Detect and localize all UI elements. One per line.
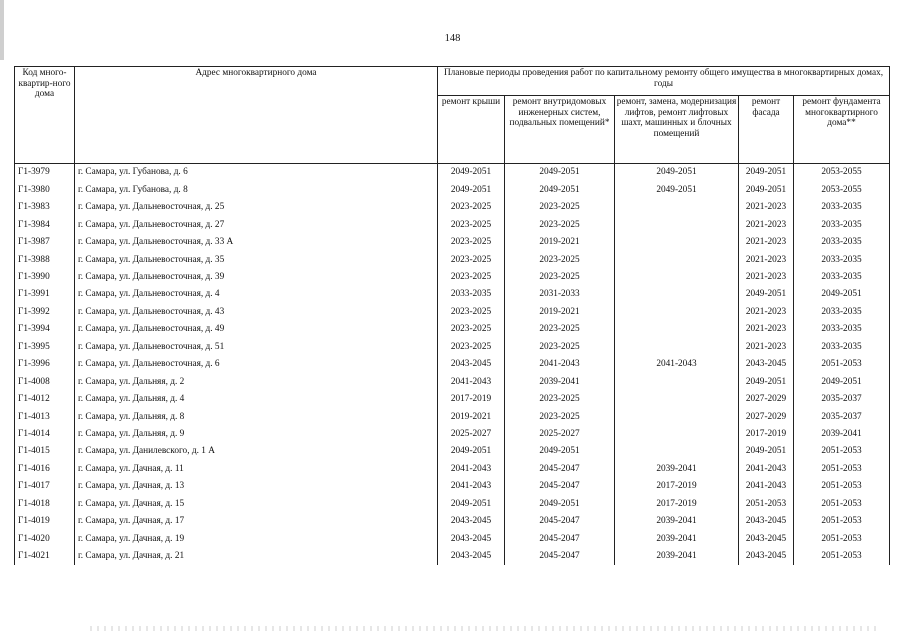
cell-facade: 2027-2029: [739, 408, 794, 425]
cell-code: Г1-3983: [15, 199, 75, 216]
header-code: Код много-квартир-ного дома: [15, 67, 75, 164]
table-row: [15, 443, 890, 460]
cell-code: Г1-3984: [15, 216, 75, 233]
table-row: [15, 548, 890, 565]
cell-lifts: [615, 269, 739, 286]
cell-facade: 2021-2023: [739, 269, 794, 286]
cell-lifts: 2049-2051: [615, 164, 739, 182]
cell-foundation: 2051-2053: [794, 530, 890, 547]
cell-facade: 2021-2023: [739, 234, 794, 251]
cell-foundation: 2033-2035: [794, 216, 890, 233]
cell-address: г. Самара, ул. Дальневосточная, д. 25: [75, 199, 438, 216]
table-row: [15, 478, 890, 495]
cell-roof: 2023-2025: [438, 216, 505, 233]
table-row: [15, 234, 890, 251]
cell-foundation: 2051-2053: [794, 460, 890, 477]
cell-code: Г1-4017: [15, 478, 75, 495]
cell-lifts: [615, 426, 739, 443]
cell-roof: 2049-2051: [438, 443, 505, 460]
cell-facade: 2021-2023: [739, 251, 794, 268]
cell-lifts: 2049-2051: [615, 181, 739, 198]
table-row: [15, 426, 890, 443]
cell-address: г. Самара, ул. Дальняя, д. 2: [75, 373, 438, 390]
cell-facade: 2041-2043: [739, 478, 794, 495]
header-systems: ремонт внутридомовых инженерных систем, подвальных помещений*: [505, 96, 615, 164]
cell-address: г. Самара, ул. Губанова, д. 8: [75, 181, 438, 198]
page-number: 148: [444, 33, 461, 44]
cell-code: Г1-4015: [15, 443, 75, 460]
cell-lifts: [615, 391, 739, 408]
cell-facade: 2021-2023: [739, 216, 794, 233]
capital-repair-schedule-table: [14, 66, 890, 565]
cell-address: г. Самара, ул. Дальневосточная, д. 33 А: [75, 234, 438, 251]
cell-systems: 2023-2025: [505, 216, 615, 233]
header-foundation: ремонт фундамента многоквартирного дома**: [794, 96, 890, 164]
table-row: [15, 164, 890, 182]
cell-lifts: [615, 443, 739, 460]
cell-facade: 2043-2045: [739, 548, 794, 565]
cell-code: Г1-4020: [15, 530, 75, 547]
header-roof: ремонт крыши: [438, 96, 505, 164]
cell-systems: 2041-2043: [505, 356, 615, 373]
cell-address: г. Самара, ул. Дачная, д. 21: [75, 548, 438, 565]
table-row: [15, 391, 890, 408]
cell-address: г. Самара, ул. Дачная, д. 17: [75, 513, 438, 530]
cell-facade: 2021-2023: [739, 304, 794, 321]
cell-lifts: [615, 321, 739, 338]
cell-systems: 2045-2047: [505, 530, 615, 547]
cell-foundation: 2051-2053: [794, 548, 890, 565]
cell-code: Г1-3992: [15, 304, 75, 321]
cell-foundation: 2035-2037: [794, 408, 890, 425]
cell-systems: 2023-2025: [505, 408, 615, 425]
cell-roof: 2041-2043: [438, 373, 505, 390]
cell-lifts: [615, 286, 739, 303]
cell-systems: 2019-2021: [505, 304, 615, 321]
cell-lifts: 2017-2019: [615, 478, 739, 495]
cell-systems: 2023-2025: [505, 251, 615, 268]
cell-facade: 2043-2045: [739, 356, 794, 373]
table-row: [15, 251, 890, 268]
cell-roof: 2043-2045: [438, 513, 505, 530]
cell-systems: 2023-2025: [505, 391, 615, 408]
scan-edge-mark: [0, 0, 4, 60]
header-lifts: ремонт, замена, модернизация лифтов, ремонт лифтовых шахт, машинных и блочных помещений: [615, 96, 739, 164]
cell-code: Г1-3995: [15, 338, 75, 355]
table-row: [15, 286, 890, 303]
cell-roof: 2043-2045: [438, 530, 505, 547]
cell-code: Г1-3990: [15, 269, 75, 286]
cell-facade: 2049-2051: [739, 164, 794, 182]
cell-lifts: [615, 373, 739, 390]
cell-foundation: 2051-2053: [794, 356, 890, 373]
cell-address: г. Самара, ул. Дачная, д. 13: [75, 478, 438, 495]
cell-roof: 2023-2025: [438, 199, 505, 216]
cell-roof: 2041-2043: [438, 478, 505, 495]
cell-lifts: 2039-2041: [615, 513, 739, 530]
cell-roof: 2041-2043: [438, 460, 505, 477]
cell-foundation: 2051-2053: [794, 478, 890, 495]
cell-lifts: [615, 251, 739, 268]
cell-foundation: 2053-2055: [794, 181, 890, 198]
cell-code: Г1-4019: [15, 513, 75, 530]
cell-lifts: 2017-2019: [615, 495, 739, 512]
cell-foundation: 2051-2053: [794, 443, 890, 460]
cell-roof: 2023-2025: [438, 234, 505, 251]
table-row: [15, 321, 890, 338]
cell-systems: 2031-2033: [505, 286, 615, 303]
cell-lifts: 2039-2041: [615, 530, 739, 547]
cell-roof: 2023-2025: [438, 321, 505, 338]
cell-code: Г1-4014: [15, 426, 75, 443]
cell-foundation: 2033-2035: [794, 199, 890, 216]
cell-systems: 2023-2025: [505, 269, 615, 286]
table-row: [15, 460, 890, 477]
cell-code: Г1-3980: [15, 181, 75, 198]
cell-address: г. Самара, ул. Дальневосточная, д. 43: [75, 304, 438, 321]
cell-foundation: 2049-2051: [794, 373, 890, 390]
cell-code: Г1-3991: [15, 286, 75, 303]
cell-facade: 2021-2023: [739, 199, 794, 216]
cell-address: г. Самара, ул. Дачная, д. 15: [75, 495, 438, 512]
table-row: [15, 513, 890, 530]
cell-systems: 2045-2047: [505, 460, 615, 477]
cell-facade: 2049-2051: [739, 373, 794, 390]
cell-address: г. Самара, ул. Дальневосточная, д. 4: [75, 286, 438, 303]
cell-facade: 2043-2045: [739, 513, 794, 530]
cell-roof: 2049-2051: [438, 495, 505, 512]
cell-code: Г1-3994: [15, 321, 75, 338]
cell-code: Г1-3987: [15, 234, 75, 251]
cell-foundation: 2033-2035: [794, 304, 890, 321]
cell-roof: 2025-2027: [438, 426, 505, 443]
cell-foundation: 2039-2041: [794, 426, 890, 443]
cell-address: г. Самара, ул. Дальневосточная, д. 39: [75, 269, 438, 286]
table-row: [15, 216, 890, 233]
cell-roof: 2023-2025: [438, 251, 505, 268]
cell-lifts: [615, 338, 739, 355]
cell-facade: 2043-2045: [739, 530, 794, 547]
cell-facade: 2017-2019: [739, 426, 794, 443]
cell-systems: 2023-2025: [505, 321, 615, 338]
cell-address: г. Самара, ул. Губанова, д. 6: [75, 164, 438, 182]
cell-roof: 2043-2045: [438, 356, 505, 373]
cell-code: Г1-3996: [15, 356, 75, 373]
cell-foundation: 2033-2035: [794, 269, 890, 286]
cell-lifts: [615, 216, 739, 233]
cell-lifts: [615, 408, 739, 425]
cell-roof: 2017-2019: [438, 391, 505, 408]
cell-code: Г1-3979: [15, 164, 75, 182]
cell-foundation: 2033-2035: [794, 338, 890, 355]
cell-systems: 2025-2027: [505, 426, 615, 443]
cell-roof: 2033-2035: [438, 286, 505, 303]
cell-facade: 2027-2029: [739, 391, 794, 408]
cell-foundation: 2033-2035: [794, 234, 890, 251]
cell-roof: 2049-2051: [438, 181, 505, 198]
cell-systems: 2023-2025: [505, 338, 615, 355]
cell-code: Г1-3988: [15, 251, 75, 268]
cell-systems: 2019-2021: [505, 234, 615, 251]
cell-foundation: 2051-2053: [794, 495, 890, 512]
table-row: [15, 199, 890, 216]
table-row: [15, 373, 890, 390]
cell-facade: 2049-2051: [739, 443, 794, 460]
cell-code: Г1-4016: [15, 460, 75, 477]
table-row: [15, 181, 890, 198]
header-address: Адрес многоквартирного дома: [75, 67, 438, 164]
cell-lifts: 2039-2041: [615, 460, 739, 477]
cell-roof: 2049-2051: [438, 164, 505, 182]
cell-roof: 2023-2025: [438, 304, 505, 321]
header-periods-group: Плановые периоды проведения работ по капитальному ремонту общего имущества в многоквартирных домах, годы: [438, 67, 890, 96]
table-row: [15, 495, 890, 512]
cell-systems: 2049-2051: [505, 164, 615, 182]
cell-address: г. Самара, ул. Дальневосточная, д. 35: [75, 251, 438, 268]
cell-lifts: [615, 199, 739, 216]
cell-foundation: 2035-2037: [794, 391, 890, 408]
scan-noise: [90, 626, 880, 631]
cell-lifts: [615, 304, 739, 321]
cell-code: Г1-4018: [15, 495, 75, 512]
cell-systems: 2049-2051: [505, 443, 615, 460]
table-row: [15, 269, 890, 286]
cell-roof: 2019-2021: [438, 408, 505, 425]
table-row: [15, 338, 890, 355]
cell-foundation: 2033-2035: [794, 251, 890, 268]
cell-address: г. Самара, ул. Дальняя, д. 9: [75, 426, 438, 443]
cell-roof: 2023-2025: [438, 269, 505, 286]
cell-systems: 2039-2041: [505, 373, 615, 390]
cell-foundation: 2053-2055: [794, 164, 890, 182]
header-facade: ремонт фасада: [739, 96, 794, 164]
table-row: [15, 408, 890, 425]
cell-systems: 2049-2051: [505, 181, 615, 198]
cell-systems: 2049-2051: [505, 495, 615, 512]
cell-foundation: 2051-2053: [794, 513, 890, 530]
cell-address: г. Самара, ул. Дальняя, д. 4: [75, 391, 438, 408]
cell-lifts: 2039-2041: [615, 548, 739, 565]
table-body: [15, 164, 890, 566]
cell-facade: 2049-2051: [739, 286, 794, 303]
cell-facade: 2041-2043: [739, 460, 794, 477]
cell-systems: 2023-2025: [505, 199, 615, 216]
cell-lifts: [615, 234, 739, 251]
cell-systems: 2045-2047: [505, 548, 615, 565]
cell-code: Г1-4012: [15, 391, 75, 408]
cell-roof: 2043-2045: [438, 548, 505, 565]
cell-lifts: 2041-2043: [615, 356, 739, 373]
cell-address: г. Самара, ул. Дальняя, д. 8: [75, 408, 438, 425]
cell-facade: 2049-2051: [739, 181, 794, 198]
cell-address: г. Самара, ул. Дальневосточная, д. 51: [75, 338, 438, 355]
cell-address: г. Самара, ул. Дальневосточная, д. 27: [75, 216, 438, 233]
cell-facade: 2051-2053: [739, 495, 794, 512]
cell-foundation: 2033-2035: [794, 321, 890, 338]
cell-roof: 2023-2025: [438, 338, 505, 355]
cell-address: г. Самара, ул. Дальневосточная, д. 6: [75, 356, 438, 373]
cell-address: г. Самара, ул. Дачная, д. 11: [75, 460, 438, 477]
cell-code: Г1-4021: [15, 548, 75, 565]
table-row: [15, 304, 890, 321]
cell-code: Г1-4013: [15, 408, 75, 425]
table-row: [15, 530, 890, 547]
cell-systems: 2045-2047: [505, 513, 615, 530]
cell-systems: 2045-2047: [505, 478, 615, 495]
cell-code: Г1-4008: [15, 373, 75, 390]
cell-address: г. Самара, ул. Дачная, д. 19: [75, 530, 438, 547]
cell-facade: 2021-2023: [739, 338, 794, 355]
cell-facade: 2021-2023: [739, 321, 794, 338]
cell-address: г. Самара, ул. Дальневосточная, д. 49: [75, 321, 438, 338]
cell-foundation: 2049-2051: [794, 286, 890, 303]
cell-address: г. Самара, ул. Данилевского, д. 1 А: [75, 443, 438, 460]
table-row: [15, 356, 890, 373]
